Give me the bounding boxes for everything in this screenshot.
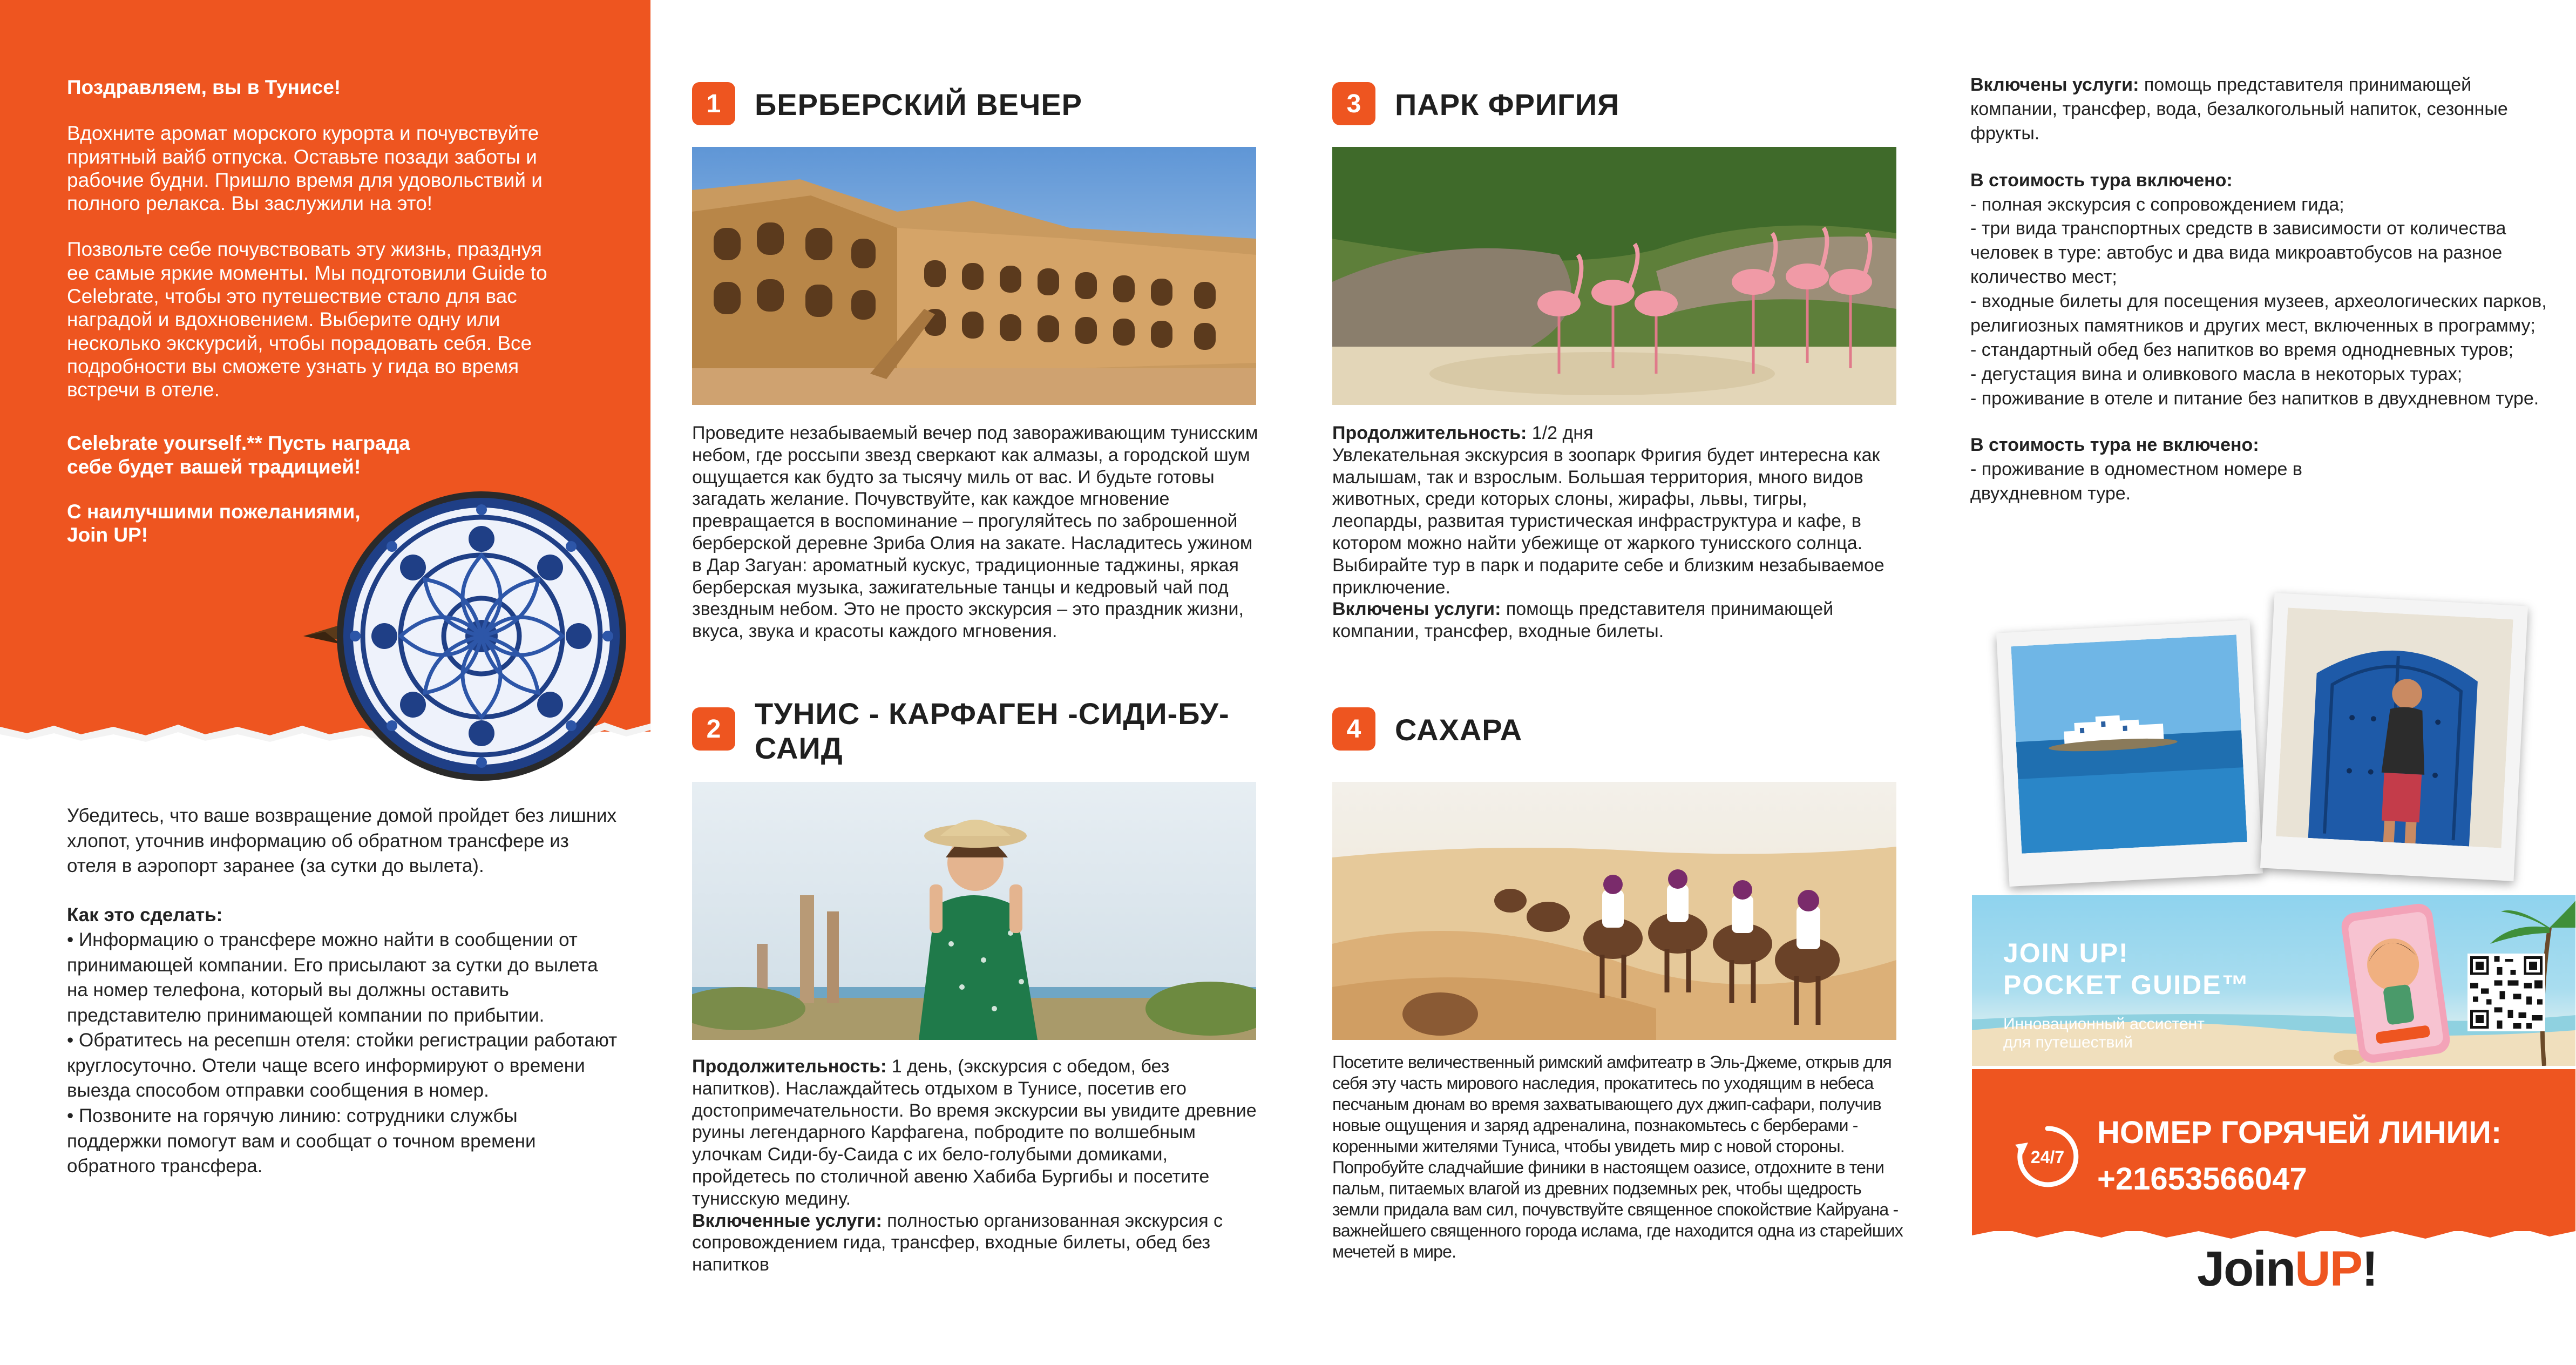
howto-title: Как это сделать: (67, 904, 223, 925)
banner-subtitle (2003, 1015, 2205, 1051)
logo-part-exclamation: ! (2361, 1241, 2377, 1296)
tour-3-text: Увлекательная экскурсия в зоопарк Фригия будет интересна как малышам, так и взрослым. Большая территория, много видов животных, среди которых слоны, жирафы, львы, тигры, леопарды, развитая туристическая инфраструктура и кафе, в котором можно найти убежище от жаркого тунисского солнца. Выбирайте тур в парк и подарите себе и близким незабываемое приключение. (1332, 444, 1884, 598)
tour-3-duration-value: 1/2 дня (1527, 423, 1594, 443)
return-transfer-info (67, 803, 618, 1179)
tour-4-header (1332, 707, 1522, 751)
tour-2-description (692, 1056, 1259, 1276)
ceramic-plate-image (293, 458, 638, 803)
tour-4-photo-sahara-camels (1332, 782, 1896, 1040)
included-item-3: - входные билеты для посещения музеев, археологических парков, религиозных памятников и других мест, включенных в программу; (1970, 291, 2547, 336)
included-title: В стоимость тура включено: (1970, 170, 2233, 191)
included-item-2: - три вида транспортных средств в зависимости от количества человек в туре: автобус и два вида микроавтобусов на разное количество мест; (1970, 218, 2506, 288)
tour-3-header (1332, 82, 1619, 125)
tour-2-header (692, 697, 1230, 766)
tour-2-duration-value: 1 день, (экскурсия с обедом, без напитков). Наслаждайтесь отдыхом в Тунисе, посетив его достопримечательности. Во время экскурсии вы увидите древние руины легендарного Карфагена, побродите по волшебным улочкам Сиди-бу-Саида с их бело-голубыми домиками, пройдетесь по столичной авеню Хабиба Бургибы и посетите тунисскую медину. (692, 1056, 1257, 1209)
logo-part-up: UP (2295, 1241, 2362, 1296)
howto-bullet-1: • Информацию о трансфере можно найти в сообщении от принимающей компании. Его присылают за сутки до вылета на номер телефона, который вы должны оставить представителю принимающей компании по прибытии. (67, 929, 598, 1026)
banner-title (2003, 937, 2250, 1001)
tour-included-info (1970, 73, 2553, 529)
howto-bullet-3: • Позвоните на горячую линию: сотрудники службы поддержки помогут вам и сообщат о точном времени обратного трансфера. (67, 1105, 536, 1177)
tour-2-number-badge: 2 (692, 707, 735, 751)
tour-3-photo-flamingos (1332, 147, 1896, 405)
intro-slogan: Celebrate yourself.** Пусть награда себе будет вашей традицией! (67, 432, 410, 478)
qr-code-icon[interactable] (2467, 954, 2545, 1031)
torn-paper-edge-bottom (1972, 1221, 2575, 1243)
included-item-1: - полная экскурсия с сопровождением гида; (1970, 194, 2344, 215)
included-services-value: помощь представителя принимающей компании, трансфер, вода, безалкогольный напиток, сезонные фрукты. (1970, 75, 2508, 144)
intro-paragraph-1: Вдохните аромат морского курорта и почувствуйте приятный вайб отпуска. Оставьте позади заботы и рабочие будни. Пришло время для удовольствий и полного релакса. Вы заслужили на это! (67, 122, 543, 215)
tour-2-title: ТУНИС - КАРФАГЕН -СИДИ-БУ-САИД (755, 697, 1230, 766)
included-item-5: - дегустация вина и оливкового масла в некоторых турах; (1970, 363, 2463, 384)
tour-4-number-badge: 4 (1332, 707, 1375, 751)
included-item-6: - проживание в отеле и питание без напитков в двухдневном туре. (1970, 388, 2539, 409)
howto-bullet-2: • Обратитесь на ресепшн отеля: стойки регистрации работают круглосуточно. Отели чаще всего информируют о времени выезда способом отправки сообщения в номер. (67, 1030, 618, 1102)
joinup-logo (2197, 1241, 2377, 1298)
tour-1-title: БЕРБЕРСКИЙ ВЕЧЕР (755, 87, 1083, 121)
tour-3-services-label: Включены услуги: (1332, 599, 1501, 620)
tour-2-photo-carthage (692, 782, 1256, 1040)
intro-greeting: Поздравляем, вы в Тунисе! (67, 76, 341, 98)
tour-2-duration-label: Продолжительность: (692, 1056, 887, 1077)
polaroid-photo-blue-door (2260, 593, 2528, 881)
excluded-title: В стоимость тура не включено: (1970, 435, 2259, 456)
hotline-panel (1972, 1069, 2575, 1231)
tour-3-services-value: помощь представителя принимающей компании, трансфер, входные билеты. (1332, 599, 1834, 642)
phone-icon (2334, 898, 2458, 1066)
intro-signature: Join UP! (67, 524, 148, 546)
tour-4-description: Посетите величественный римский амфитеатр в Эль-Джеме, открыв для себя эту часть мирового наследия, прокатитесь по уходящим в небеса песчаным дюнам во время захватывающего дух джип-сафари, получив новые ощущения и заряд адреналина, познакомьтесь с берберами - коренными жителями Туниса, чтобы увидеть мир с новой стороны. Попробуйте сладчайшие финики в настоящем оазисе, отдохните в тени пальм, питаемых влагой из древних подземных рек, чтобы щедрость земли придала вам сил, почувствуйте священное спокойствие Кайруана - важнейшего священного города ислама, где находится одна из старейших мечетей в мире. (1332, 1052, 1903, 1262)
tour-3-number-badge: 3 (1332, 82, 1375, 125)
pocket-guide-banner[interactable] (1972, 895, 2575, 1066)
hotline-title: НОМЕР ГОРЯЧЕЙ ЛИНИИ: (2097, 1115, 2502, 1150)
tour-3-description (1332, 422, 1899, 643)
tour-2-services-value: полностью организованная экскурсия с сопровождением гида, трансфер, входные билеты, обед без напитков (692, 1210, 1223, 1275)
tour-4-title: САХАРА (1395, 713, 1523, 747)
clock-24-7-icon (2014, 1123, 2081, 1190)
tour-1-description: Проведите незабываемый вечер под завораживающим тунисским небом, где россыпи звезд сверкают как алмазы, а городской шум ощущается как будто за тысячу миль от вас. И будьте готовы загадать желание. Почувствуйте, как каждое мгновение превращается в воспоминание – прогуляйтесь по заброшенной берберской деревне Зриба Олия на закате. Насладитесь ужином в Дар Загуан: ароматный кускус, традиционные таджины, яркая берберская музыка, зажигательные танцы и кедровый чай под звездным небом. Это не просто экскурсия – это праздник жизни, вкуса, звука и красоты каждого мгновения. (692, 423, 1258, 642)
banner-subtitle-line-1: Инновационный ассистент (2003, 1015, 2205, 1033)
return-paragraph: Убедитесь, что ваше возвращение домой пройдет без лишних хлопот, уточнив информацию об обратном трансфере из отеля в аэропорт заранее (за сутки до вылета). (67, 805, 617, 877)
hotline-badge: 24/7 (2030, 1147, 2065, 1167)
logo-part-join: Join (2197, 1241, 2295, 1296)
included-item-4: - стандартный обед без напитков во время однодневных туров; (1970, 339, 2514, 360)
banner-subtitle-line-2: для путешествий (2003, 1033, 2133, 1051)
tour-2-services-label: Включенные услуги: (692, 1210, 882, 1231)
tour-3-title: ПАРК ФРИГИЯ (1395, 87, 1620, 121)
hotline-phone[interactable]: +21653566047 (2097, 1161, 2307, 1197)
polaroid-photo-seaside-town (1996, 620, 2263, 887)
intro-wishes: С наилучшими пожеланиями, (67, 500, 361, 523)
tour-3-duration-label: Продолжительность: (1332, 423, 1527, 443)
tour-1-photo-berber-village (692, 147, 1256, 405)
tour-1-number-badge: 1 (692, 82, 735, 125)
banner-title-line-2: POCKET GUIDE™ (2003, 970, 2250, 1000)
intro-paragraph-2: Позвольте себе почувствовать эту жизнь, празднуя ее самые яркие моменты. Мы подготовили Guide to Celebrate, чтобы это путешествие стало для вас наградой и вдохновением. Выберите одну или несколько экскурсий, чтобы порадовать себя. Все подробности вы сможете узнать у гида во время встречи в отеле. (67, 238, 547, 401)
banner-title-line-1: JOIN UP! (2003, 938, 2129, 968)
excluded-item-1: - проживание в одноместном номере в двухдневном туре. (1970, 459, 2302, 504)
included-services-label: Включены услуги: (1970, 75, 2139, 95)
tour-1-header (692, 82, 1082, 125)
